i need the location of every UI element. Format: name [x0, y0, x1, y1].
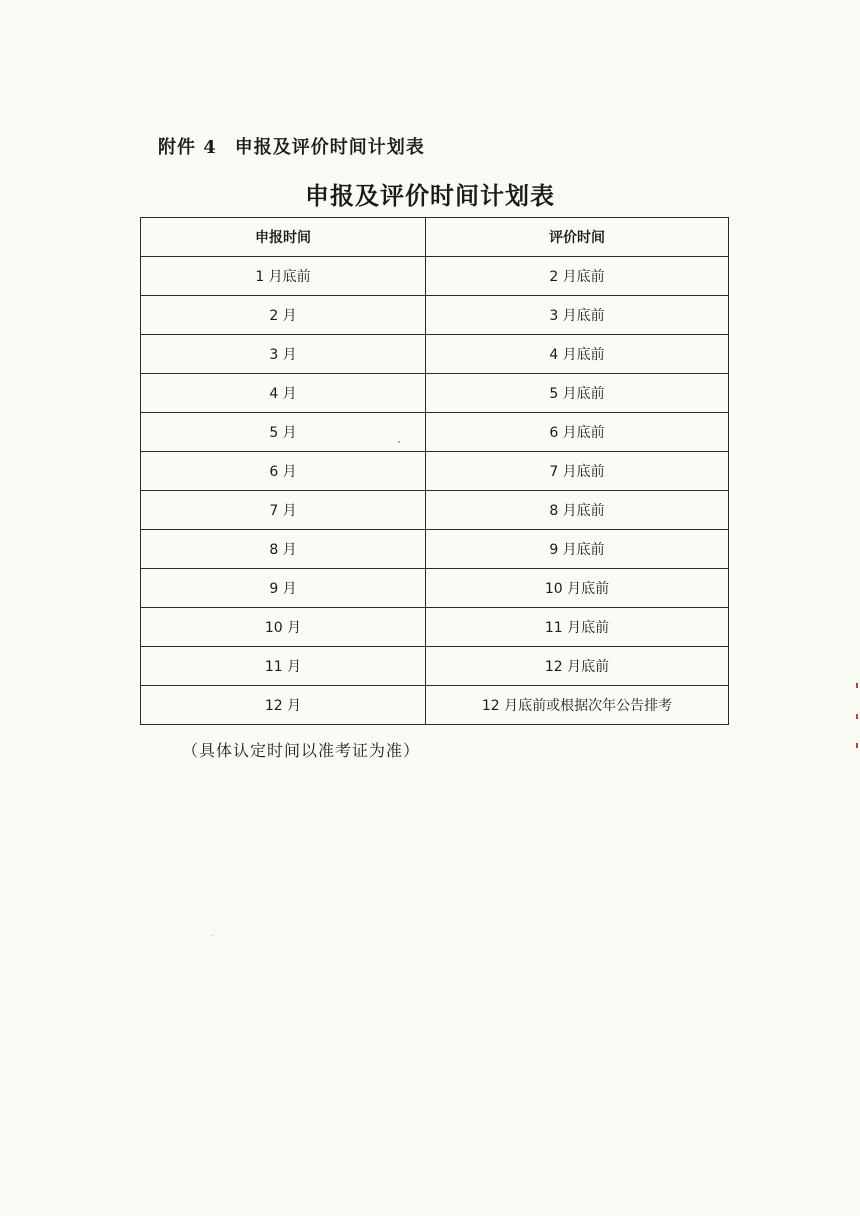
evaluation-time-cell: 11 月底前: [426, 608, 729, 647]
table-row: [141, 452, 729, 491]
apply-time-cell: 7 月: [141, 491, 426, 530]
table-row: [141, 335, 729, 374]
table-row: [141, 413, 729, 452]
apply-time-cell: 3 月: [141, 335, 426, 374]
apply-time-cell: 10 月: [141, 608, 426, 647]
apply-time-cell: 5 月: [141, 413, 426, 452]
table-row: [141, 608, 729, 647]
evaluation-time-cell: 3 月底前: [426, 296, 729, 335]
evaluation-time-cell: 5 月底前: [426, 374, 729, 413]
scan-edge-mark: [856, 714, 858, 719]
evaluation-time-cell: 8 月底前: [426, 491, 729, 530]
table-row: [141, 569, 729, 608]
scan-edge-mark: [856, 743, 858, 748]
apply-time-cell: 11 月: [141, 647, 426, 686]
apply-time-cell: 6 月: [141, 452, 426, 491]
attachment-number: 附件 4: [158, 137, 217, 158]
apply-time-cell: 9 月: [141, 569, 426, 608]
table-row: [141, 686, 729, 725]
apply-time-cell: 1 月底前: [141, 257, 426, 296]
table-row: [141, 257, 729, 296]
attachment-title: 申报及评价时间计划表: [234, 137, 425, 158]
apply-time-cell: 12 月: [141, 686, 426, 725]
schedule-table: [140, 217, 729, 725]
column-header-apply-time: 申报时间: [141, 218, 426, 257]
column-header-evaluation-time: 评价时间: [426, 218, 729, 257]
scan-speck: [398, 441, 400, 443]
scan-speck: [212, 935, 213, 936]
evaluation-time-cell: 6 月底前: [426, 413, 729, 452]
footnote: （具体认定时间以准考证为准）: [182, 741, 421, 760]
apply-time-cell: 4 月: [141, 374, 426, 413]
evaluation-time-cell: 7 月底前: [426, 452, 729, 491]
attachment-heading: [158, 133, 425, 159]
page-title: 申报及评价时间计划表: [305, 181, 555, 210]
apply-time-cell: 8 月: [141, 530, 426, 569]
evaluation-time-cell: 12 月底前或根据次年公告排考: [426, 686, 729, 725]
apply-time-cell: 2 月: [141, 296, 426, 335]
evaluation-time-cell: 9 月底前: [426, 530, 729, 569]
evaluation-time-cell: 2 月底前: [426, 257, 729, 296]
evaluation-time-cell: 10 月底前: [426, 569, 729, 608]
table-row: [141, 647, 729, 686]
table-row: [141, 491, 729, 530]
table-row: [141, 296, 729, 335]
table-header-row: [141, 218, 729, 257]
evaluation-time-cell: 12 月底前: [426, 647, 729, 686]
scan-edge-mark: [856, 683, 858, 688]
evaluation-time-cell: 4 月底前: [426, 335, 729, 374]
table-row: [141, 530, 729, 569]
table-row: [141, 374, 729, 413]
